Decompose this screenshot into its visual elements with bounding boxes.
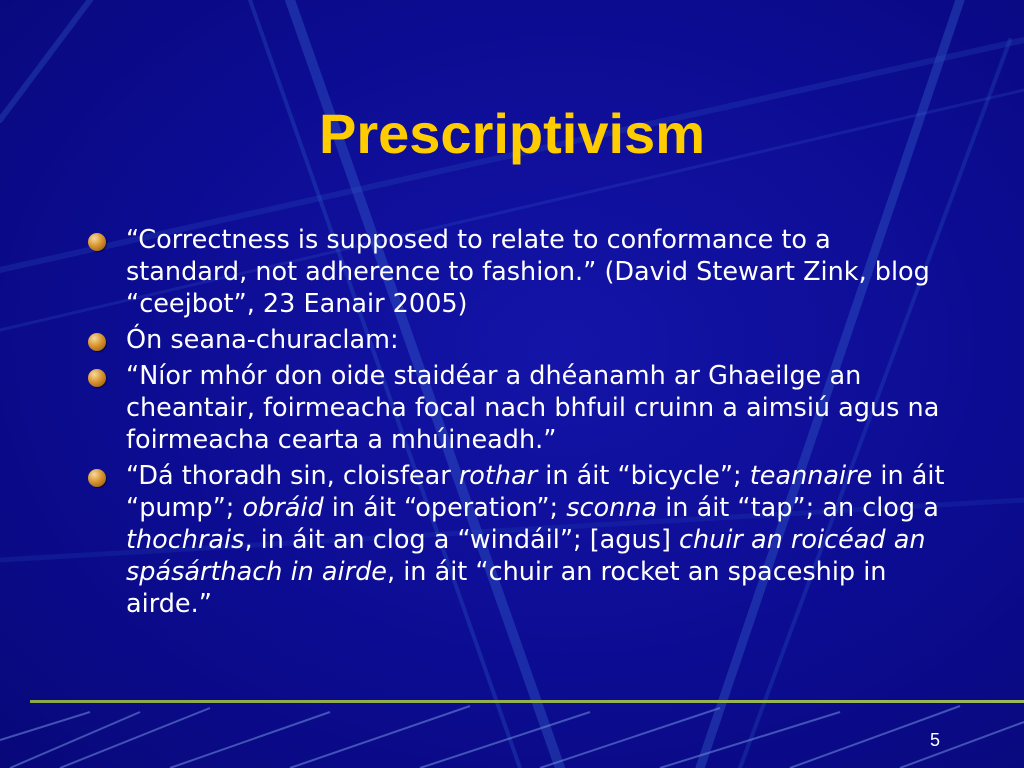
bottom-divider (30, 700, 1024, 703)
bullet-text: “Dá thoradh sin, cloisfear (126, 461, 459, 491)
bullet-text: , in áit “chuir an rocket an spaceship in airde.” (126, 557, 887, 619)
bullet-text: in áit “operation”; (323, 493, 567, 523)
italic-text: chuir an roicéad an spásárthach in airde (126, 525, 926, 587)
bullet-item (88, 324, 950, 356)
bullet-text: in áit “bicycle”; (537, 461, 750, 491)
bullet-item (88, 460, 950, 620)
bullet-item (88, 224, 950, 320)
slide-title: Prescriptivism (319, 102, 705, 165)
bullet-sphere-icon (88, 369, 106, 387)
bullet-list (88, 224, 950, 624)
bullet-text: “Correctness is supposed to relate to conformance to a standard, not adherence to fashion.” (David Stewart Zink, blog “ceejbot”, 23 Eanair 2005) (126, 225, 930, 319)
italic-text: rothar (458, 461, 538, 491)
bullet-sphere-icon (88, 233, 106, 251)
bullet-text: in áit “tap”; an clog a (657, 493, 939, 523)
bullet-text: in áit “pump”; (126, 461, 945, 523)
bullet-text: Ón seana-churaclam: (126, 325, 399, 355)
italic-text: obráid (242, 493, 324, 523)
page-number: 5 (929, 730, 940, 750)
bullet-item (88, 360, 950, 456)
bullet-text: , in áit an clog a “windáil”; [agus] (244, 525, 679, 555)
bullet-text: “Níor mhór don oide staidéar a dhéanamh ar Ghaeilge an cheantair, foirmeacha focal nach bhfuil cruinn a aimsiú agus na foirmeacha cearta a mhúineadh.” (126, 361, 940, 455)
italic-text: thochrais (126, 525, 245, 555)
bullet-sphere-icon (88, 469, 106, 487)
italic-text: teannaire (749, 461, 873, 491)
bullet-sphere-icon (88, 333, 106, 351)
italic-text: sconna (566, 493, 658, 523)
